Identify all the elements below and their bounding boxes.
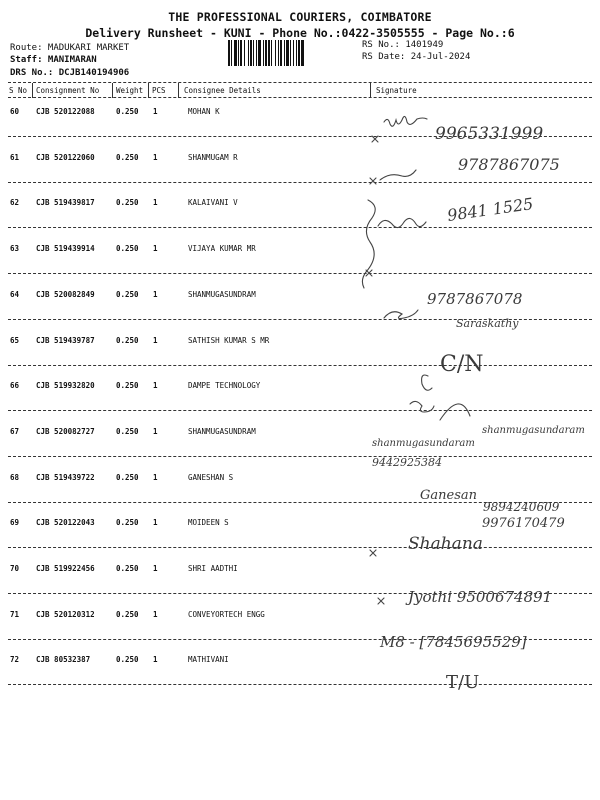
signature-phone-69: 9976170479 — [482, 516, 565, 531]
row-consignee: VIJAYA KUMAR MR — [188, 244, 256, 253]
row-weight: 0.250 — [116, 610, 139, 619]
row-weight: 0.250 — [116, 336, 139, 345]
row-weight: 0.250 — [116, 655, 139, 664]
rs-number: RS No.: 1401949 — [362, 40, 444, 50]
row-sno: 65 — [10, 336, 20, 345]
row-weight: 0.250 — [116, 518, 139, 527]
row-pcs: 1 — [153, 381, 158, 390]
row-pcs: 1 — [153, 290, 158, 299]
signature-text-70: Jyothi 9500674891 — [408, 588, 553, 606]
row-consignment: CJB 520122060 — [36, 153, 95, 162]
signature-phone-60: 9965331999 — [435, 124, 544, 144]
col-signature: Signature — [376, 86, 417, 95]
cross-mark — [378, 598, 384, 604]
col-consignment: Consignment No — [36, 86, 100, 95]
row-sno: 61 — [10, 153, 20, 162]
row-consignment: CJB 519439914 — [36, 244, 95, 253]
row-consignment: CJB 80532387 — [36, 655, 91, 664]
row-consignment: CJB 520120312 — [36, 610, 95, 619]
row-sno: 71 — [10, 610, 20, 619]
row-sno: 62 — [10, 198, 20, 207]
company-title: THE PROFESSIONAL COURIERS, COIMBATORE — [168, 10, 432, 24]
signature-name-68: Ganesan — [420, 488, 477, 503]
row-weight: 0.250 — [116, 473, 139, 482]
row-weight: 0.250 — [116, 564, 139, 573]
col-consignee: Consignee Details — [184, 86, 261, 95]
row-consignment: CJB 520082849 — [36, 290, 95, 299]
row-pcs: 1 — [153, 107, 158, 116]
cross-mark — [370, 550, 376, 556]
row-pcs: 1 — [153, 655, 158, 664]
row-sno: 63 — [10, 244, 20, 253]
row-consignment: CJB 520082727 — [36, 427, 95, 436]
row-sno: 72 — [10, 655, 20, 664]
row-pcs: 1 — [153, 564, 158, 573]
drs-number: DRS No.: DCJB140194906 — [10, 68, 130, 78]
row-weight: 0.250 — [116, 107, 139, 116]
row-consignee: GANESHAN S — [188, 473, 234, 482]
row-sno: 64 — [10, 290, 20, 299]
row-pcs: 1 — [153, 518, 158, 527]
row-consignee: SHANMUGASUNDRAM — [188, 290, 256, 299]
row-consignee: SHRI AADTHI — [188, 564, 238, 573]
row-pcs: 1 — [153, 427, 158, 436]
scribble-cn — [422, 375, 432, 390]
signature-phone-62: 9841 1525 — [446, 194, 535, 225]
row-sno: 68 — [10, 473, 20, 482]
cross-mark — [372, 136, 378, 142]
row-weight: 0.250 — [116, 290, 139, 299]
row-weight: 0.250 — [116, 198, 139, 207]
col-pcs: PCS — [152, 86, 166, 95]
route-label: Route: MADUKARI MARKET — [10, 43, 130, 53]
scribble-loop-66 — [440, 404, 470, 420]
runsheet-subtitle: Delivery Runsheet - KUNI - Phone No.:0422-3505555 - Page No.:6 — [85, 26, 515, 40]
signature-text-71: M8 - [7845695529] — [380, 633, 527, 651]
scribble-bracket — [362, 200, 375, 288]
row-pcs: 1 — [153, 473, 158, 482]
row-consignment: CJB 519439787 — [36, 336, 95, 345]
row-consignee: MOHAN K — [188, 107, 220, 116]
signature-name-64: Saraskathy — [456, 317, 519, 330]
row-consignee: SHANMUGASUNDRAM — [188, 427, 256, 436]
row-weight: 0.250 — [116, 381, 139, 390]
row-weight: 0.250 — [116, 427, 139, 436]
rs-date: RS Date: 24-Jul-2024 — [362, 52, 471, 62]
scribble-signature-61 — [380, 170, 416, 180]
row-consignment: CJB 519922456 — [36, 564, 95, 573]
col-sno: S No — [9, 86, 28, 95]
row-consignment: CJB 520122088 — [36, 107, 95, 116]
scribble-signature-62 — [378, 218, 426, 227]
row-consignment: CJB 519439722 — [36, 473, 95, 482]
signature-cn-65: C/N — [440, 352, 484, 377]
row-sno: 60 — [10, 107, 20, 116]
row-consignee: CONVEYORTECH ENGG — [188, 610, 265, 619]
row-consignee: KALAIVANI V — [188, 198, 238, 207]
row-pcs: 1 — [153, 153, 158, 162]
row-weight: 0.250 — [116, 153, 139, 162]
scribble-signature-64 — [384, 310, 418, 319]
staff-label: Staff: MANIMARAN — [10, 55, 97, 65]
signature-phone-67: 9442925384 — [372, 456, 442, 469]
row-consignee: MOIDEEN S — [188, 518, 229, 527]
signature-tu-72: T/U — [446, 672, 480, 693]
signature-name-67: shanmugasundaram — [482, 425, 585, 436]
signature-name-69: Shahana — [408, 534, 483, 554]
row-pcs: 1 — [153, 244, 158, 253]
row-weight: 0.250 — [116, 244, 139, 253]
cross-mark — [366, 270, 372, 276]
row-sno: 67 — [10, 427, 20, 436]
row-consignment: CJB 519932820 — [36, 381, 95, 390]
signature-scribble-67: shanmugasundaram — [372, 438, 475, 449]
row-sno: 66 — [10, 381, 20, 390]
signature-phone-61: 9787867075 — [458, 155, 560, 174]
cross-mark — [370, 178, 376, 184]
row-sno: 69 — [10, 518, 20, 527]
row-pcs: 1 — [153, 336, 158, 345]
scribble-signature-66 — [410, 401, 434, 412]
row-consignment: CJB 519439817 — [36, 198, 95, 207]
signature-phone-68: 9894240609 — [483, 500, 560, 514]
scribble-signature-60 — [384, 116, 427, 126]
row-consignee: SATHISH KUMAR S MR — [188, 336, 270, 345]
row-consignee: DAMPE TECHNOLOGY — [188, 381, 261, 390]
row-consignee: SHANMUGAM R — [188, 153, 238, 162]
signature-phone-64: 9787867078 — [427, 290, 523, 308]
row-pcs: 1 — [153, 610, 158, 619]
row-sno: 70 — [10, 564, 20, 573]
row-pcs: 1 — [153, 198, 158, 207]
col-weight: Weight — [116, 86, 144, 95]
row-consignee: MATHIVANI — [188, 655, 229, 664]
row-consignment: CJB 520122043 — [36, 518, 95, 527]
